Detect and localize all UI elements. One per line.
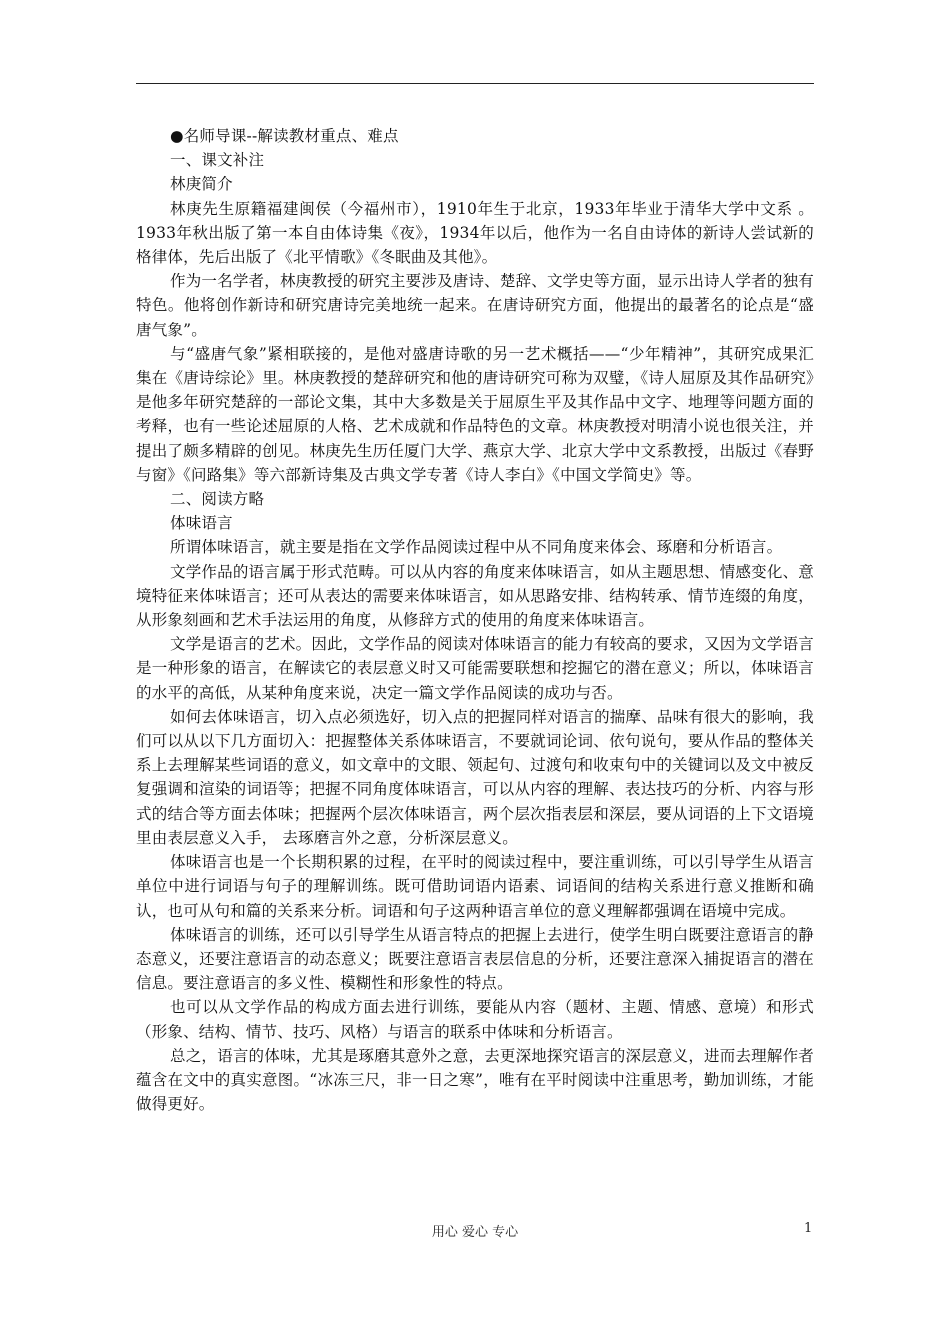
- paragraph-8: 体味语言也是一个长期积累的过程，在平时的阅读过程中，要注重训练，可以引导学生从语言单位中进行词语与句子的理解训练。既可借助词语内语素、词语间的结构关系进行意义推断和确认，也可从句和篇的关系来分析。词语和句子这两种语言单位的意义理解都强调在语境中完成。: [136, 853, 814, 920]
- footer-motto: 用心 爱心 专心: [431, 1225, 519, 1240]
- paragraph-1: 林庚先生原籍福建闽侯（今福州市），1910年生于北京，1933年毕业于清华大学中文系 。1933年秋出版了第一本自由体诗集《夜》，1934年以后，他作为一名自由诗体的新诗人尝试新的格律体，先后出版了《北平情歌》《冬眠曲及其他》。: [136, 199, 814, 267]
- section-title-2: 二、阅读方略: [170, 490, 265, 509]
- header-rule: [136, 83, 814, 84]
- paragraph-6: 文学是语言的艺术。因此，文学作品的阅读对体味语言的能力有较高的要求，又因为文学语言是一种形象的语言，在解读它的表层意义时又可能需要联想和挖掘它的潜在意义；所以，体味语言的水平的高低，从某种角度来说，决定一篇文学作品阅读的成功与否。: [136, 635, 814, 702]
- paragraph-5: 文学作品的语言属于形式范畴。可以从内容的角度来体味语言，如从主题思想、情感变化、意境特征来体味语言；还可从表达的需要来体味语言，如从思路安排、结构转承、情节连缀的角度，从形象刻画和艺术手法运用的角度，从修辞方式的使用的角度来体味语言。: [136, 562, 814, 630]
- document-body: [136, 124, 814, 1116]
- paragraph-4: 所谓体味语言，就主要是指在文学作品阅读过程中从不同角度来体会、琢磨和分析语言。: [170, 538, 783, 557]
- paragraph-9: 体味语言的训练，还可以引导学生从语言特点的把握上去进行，使学生明白既要注意语言的静态意义，还要注意语言的动态意义；既要注意语言表层信息的分析，还要注意深入捕捉语言的潜在信息。要注意语言的多义性、模糊性和形象性的特点。: [136, 925, 814, 993]
- paragraph-7: 如何去体味语言，切入点必须选好，切入点的把握同样对语言的揣摩、品味有很大的影响，我们可以从以下几方面切入：把握整体关系体味语言，不要就词论词、依句说句，要从作品的整体关系上去理解某些词语的意义，如文章中的文眼、领起句、过渡句和收束句中的关键词以及文中被反复强调和渲染的词语等；把握不同角度体味语言，可以从内容的理解、表达技巧的分析、内容与形式的结合等方面去体味；把握两个层次体味语言，两个层次指表层和深层，要从词语的上下文语境里由表层意义入手， 去琢磨言外之意，分析深层意义。: [136, 707, 814, 847]
- paragraph-11: 总之，语言的体味，尤其是琢磨其意外之意，去更深地探究语言的深层意义，进而去理解作者蕴含在文中的真实意图。“冰冻三尺，非一日之寒”，唯有在平时阅读中注重思考，勤加训练，才能做得更好。: [136, 1046, 814, 1114]
- heading: ●名师导课--解读教材重点、难点: [170, 127, 399, 145]
- section-title-1: 一、课文补注: [170, 151, 265, 170]
- page-number: 1: [804, 1221, 813, 1236]
- paragraph-10: 也可以从文学作品的构成方面去进行训练，要能从内容（题材、主题、情感、意境）和形式（形象、结构、情节、技巧、风格）与语言的联系中体味和分析语言。: [136, 998, 814, 1041]
- subsection-title-1: 林庚简介: [170, 175, 233, 194]
- subsection-title-2: 体味语言: [170, 514, 233, 533]
- paragraph-2: 作为一名学者，林庚教授的研究主要涉及唐诗、楚辞、文学史等方面，显示出诗人学者的独有特色。他将创作新诗和研究唐诗完美地统一起来。在唐诗研究方面，他提出的最著名的论点是“盛唐气象”。: [136, 272, 814, 339]
- paragraph-3: 与“盛唐气象”紧相联接的，是他对盛唐诗歌的另一艺术概括——“少年精神”，其研究成果汇集在《唐诗综论》里。林庚教授的楚辞研究和他的唐诗研究可称为双璧，《诗人屈原及其作品研究》是他多年研究楚辞的一部论文集，其中大多数是关于屈原生平及其作品中文字、地理等问题方面的考释，也有一些论述屈原的人格、艺术成就和作品特色的文章。林庚教授对明清小说也很关注，并提出了颇多精辟的创见。林庚先生历任厦门大学、燕京大学、北京大学中文系教授，出版过《春野与窗》《问路集》等六部新诗集及古典文学专著《诗人李白》《中国文学简史》等。: [136, 344, 814, 484]
